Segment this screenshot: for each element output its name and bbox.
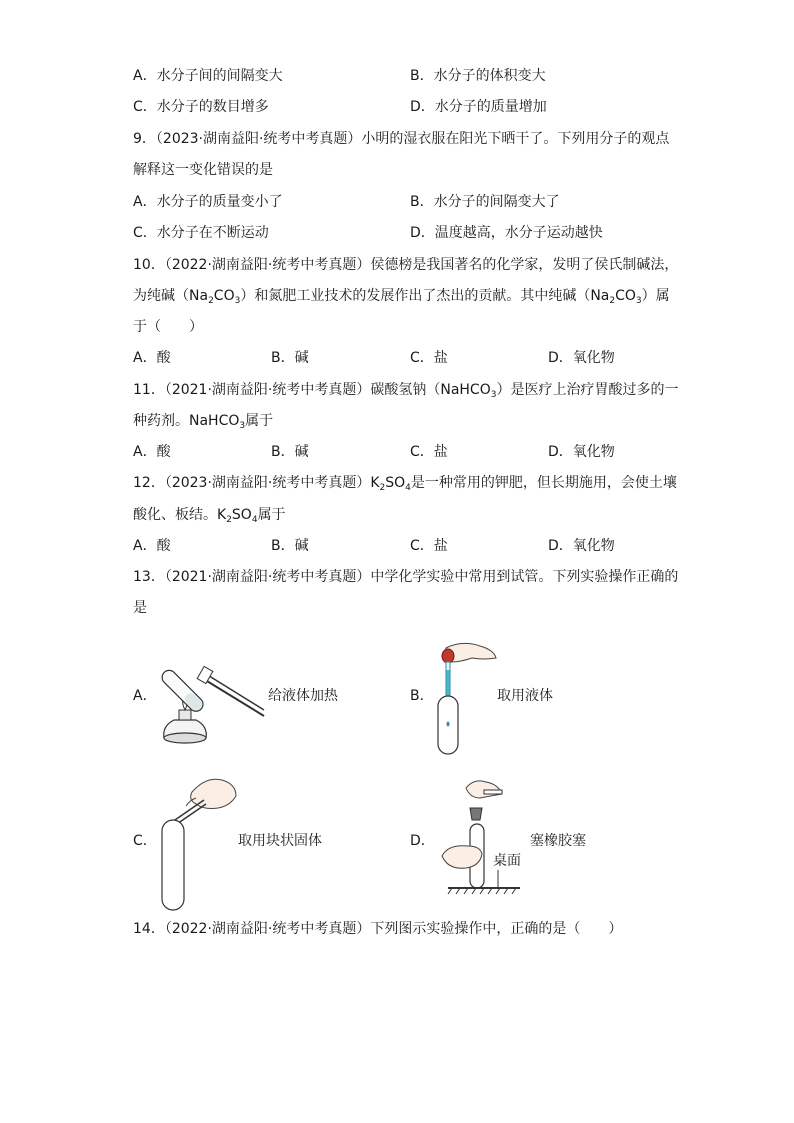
q11-option-c: C．盐 (410, 444, 448, 460)
q9-option-a: A．水分子的质量变小了 (133, 194, 283, 210)
dropper-illustration (432, 640, 502, 758)
q13-option-d-table-label: 桌面 (493, 853, 521, 869)
q13-option-d-caption: 塞橡胶塞 (530, 833, 586, 849)
q10-option-d: D．氧化物 (548, 350, 615, 366)
q9-stem-line2: 解释这一变化错误的是 (133, 162, 273, 178)
q8-option-a: A．水分子间的间隔变大 (133, 68, 283, 84)
q10-option-b: B．碱 (271, 350, 309, 366)
q13-option-a-letter: A． (133, 688, 157, 704)
q9-option-d: D．温度越高，水分子运动越快 (410, 225, 603, 241)
q13-option-c-caption: 取用块状固体 (238, 833, 322, 849)
block-solid-illustration (156, 770, 240, 912)
q13-stem-line1: 13．（2021·湖南益阳·统考中考真题）中学化学实验中常用到试管。下列实验操作正确的 (133, 569, 679, 585)
q11-option-d: D．氧化物 (548, 444, 615, 460)
q11-option-a: A．酸 (133, 444, 171, 460)
q12-stem-line1: 12．（2023·湖南益阳·统考中考真题）$K_2SO_4$是一种常用的钾肥，但长期施用，会使土壤 (133, 475, 677, 493)
heating-liquid-illustration (156, 638, 266, 750)
q13-option-d-letter: D． (410, 833, 435, 849)
q13-option-b-caption: 取用液体 (497, 688, 553, 704)
q10-option-a: A．酸 (133, 350, 171, 366)
q14-stem-line1: 14．（2022·湖南益阳·统考中考真题）下列图示实验操作中，正确的是（ ） (133, 921, 623, 937)
q10-stem-line1: 10．（2022·湖南益阳·统考中考真题）侯德榜是我国著名的化学家，发明了侯氏制碱法， (133, 257, 679, 273)
q13-option-b-letter: B． (410, 688, 434, 704)
q11-stem-line2: 种药剂。NaHCO$_3$属于 (133, 413, 274, 431)
rubber-stopper-illustration (440, 772, 524, 898)
q13-option-c-letter: C． (133, 833, 157, 849)
q9-option-b: B．水分子的间隔变大了 (410, 194, 560, 210)
q13-stem-line2: 是 (133, 600, 147, 616)
q8-option-d: D．水分子的质量增加 (410, 99, 547, 115)
q12-option-c: C．盐 (410, 538, 448, 554)
q12-option-b: B．碱 (271, 538, 309, 554)
q8-option-c: C．水分子的数目增多 (133, 99, 269, 115)
q10-option-c: C．盐 (410, 350, 448, 366)
q10-stem-line3: 于（ ） (133, 319, 203, 335)
q12-option-d: D．氧化物 (548, 538, 615, 554)
q9-stem-line1: 9．（2023·湖南益阳·统考中考真题）小明的湿衣服在阳光下晒干了。下列用分子的观点 (133, 131, 670, 147)
q8-option-b: B．水分子的体积变大 (410, 68, 546, 84)
q9-option-c: C．水分子在不断运动 (133, 225, 269, 241)
q12-option-a: A．酸 (133, 538, 171, 554)
q11-stem-line1: 11．（2021·湖南益阳·统考中考真题）碳酸氢钠（NaHCO$_3$）是医疗上治疗胃酸过多的一 (133, 382, 679, 400)
q13-option-a-caption: 给液体加热 (268, 688, 338, 704)
q12-stem-line2: 酸化、板结。$K_2SO_4$属于 (133, 507, 286, 525)
q11-option-b: B．碱 (271, 444, 309, 460)
q10-stem-line2: 为纯碱$(Na_2CO_3)$和氮肥工业技术的发展作出了杰出的贡献。其中纯碱$(Na_2CO_3)$属 (133, 288, 670, 306)
